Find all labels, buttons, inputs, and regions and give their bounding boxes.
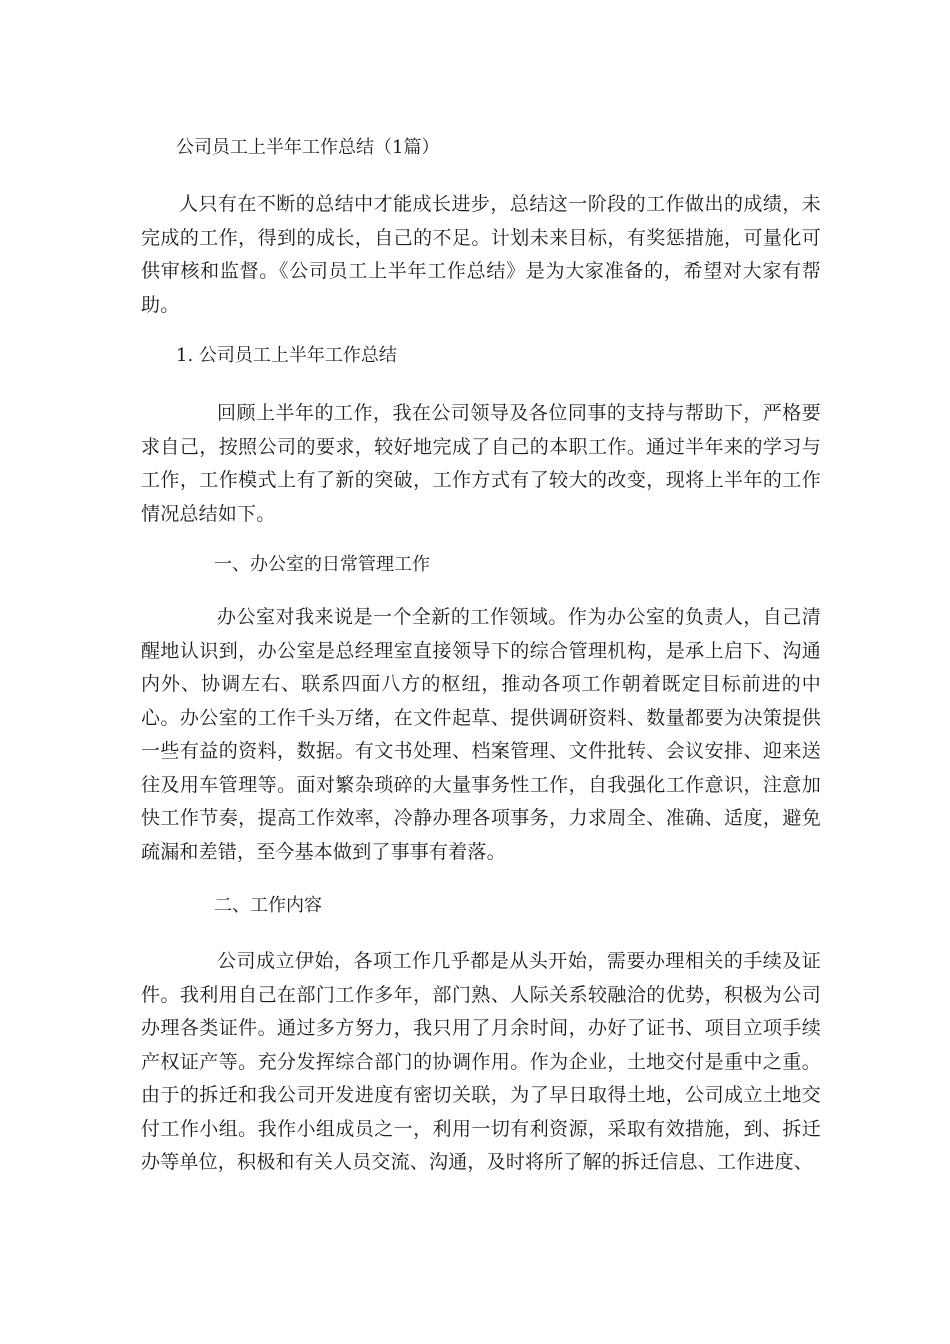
section-heading-1: 1. 公司员工上半年工作总结 (176, 345, 397, 366)
section-1-paragraph: 回顾上半年的工作，我在公司领导及各位同事的支持与帮助下，严格要求自己，按照公司的要求，较好地完成了自己的本职工作。通过半年来的学习与工作，工作模式上有了新的突破，工作方式有了较大的改变，现将上半年的工作情况总结如下。 (141, 402, 821, 525)
subheading-work-content: 二、工作内容 (214, 895, 322, 916)
subheading-office-management: 一、办公室的日常管理工作 (214, 554, 430, 575)
document-title: 公司员工上半年工作总结（1篇） (176, 137, 440, 158)
work-content-paragraph: 公司成立伊始，各项工作几乎都是从头开始，需要办理相关的手续及证件。我利用自己在部门工作多年，部门熟、人际关系较融洽的优势，积极为公司办理各类证件。通过多方努力，我只用了月余时间，办好了证书、项目立项手续产权证产等。充分发挥综合部门的协调作用。作为企业，土地交付是重中之重。由于的拆迁和我公司开发进度有密切关联，为了早日取得土地，公司成立土地交付工作小组。我作小组成员之一，利用一切有利资源，采取有效措施，到、拆迁办等单位，积极和有关人员交流、沟通，及时将所了解的拆迁信息、工作进度、 (141, 950, 821, 1173)
office-management-paragraph: 办公室对我来说是一个全新的工作领域。作为办公室的负责人，自己清醒地认识到，办公室是总经理室直接领导下的综合管理机构，是承上启下、沟通内外、协调左右、联系四面八方的枢纽，推动各项工作朝着既定目标前进的中心。办公室的工作千头万绪，在文件起草、提供调研资料、数量都要为决策提供一些有益的资料，数据。有文书处理、档案管理、文件批转、会议安排、迎来送往及用车管理等。面对繁杂琐碎的大量事务性工作，自我强化工作意识，注意加快工作节奏，提高工作效率，冷静办理各项事务，力求周全、准确、适度，避免疏漏和差错，至今基本做到了事事有着落。 (141, 606, 821, 863)
intro-paragraph: 人只有在不断的总结中才能成长进步，总结这一阶段的工作做出的成绩，未完成的工作，得到的成长，自己的不足。计划未来目标，有奖惩措施，可量化可供审核和监督。《公司员工上半年工作总结》是为大家准备的，希望对大家有帮助。 (141, 193, 821, 316)
